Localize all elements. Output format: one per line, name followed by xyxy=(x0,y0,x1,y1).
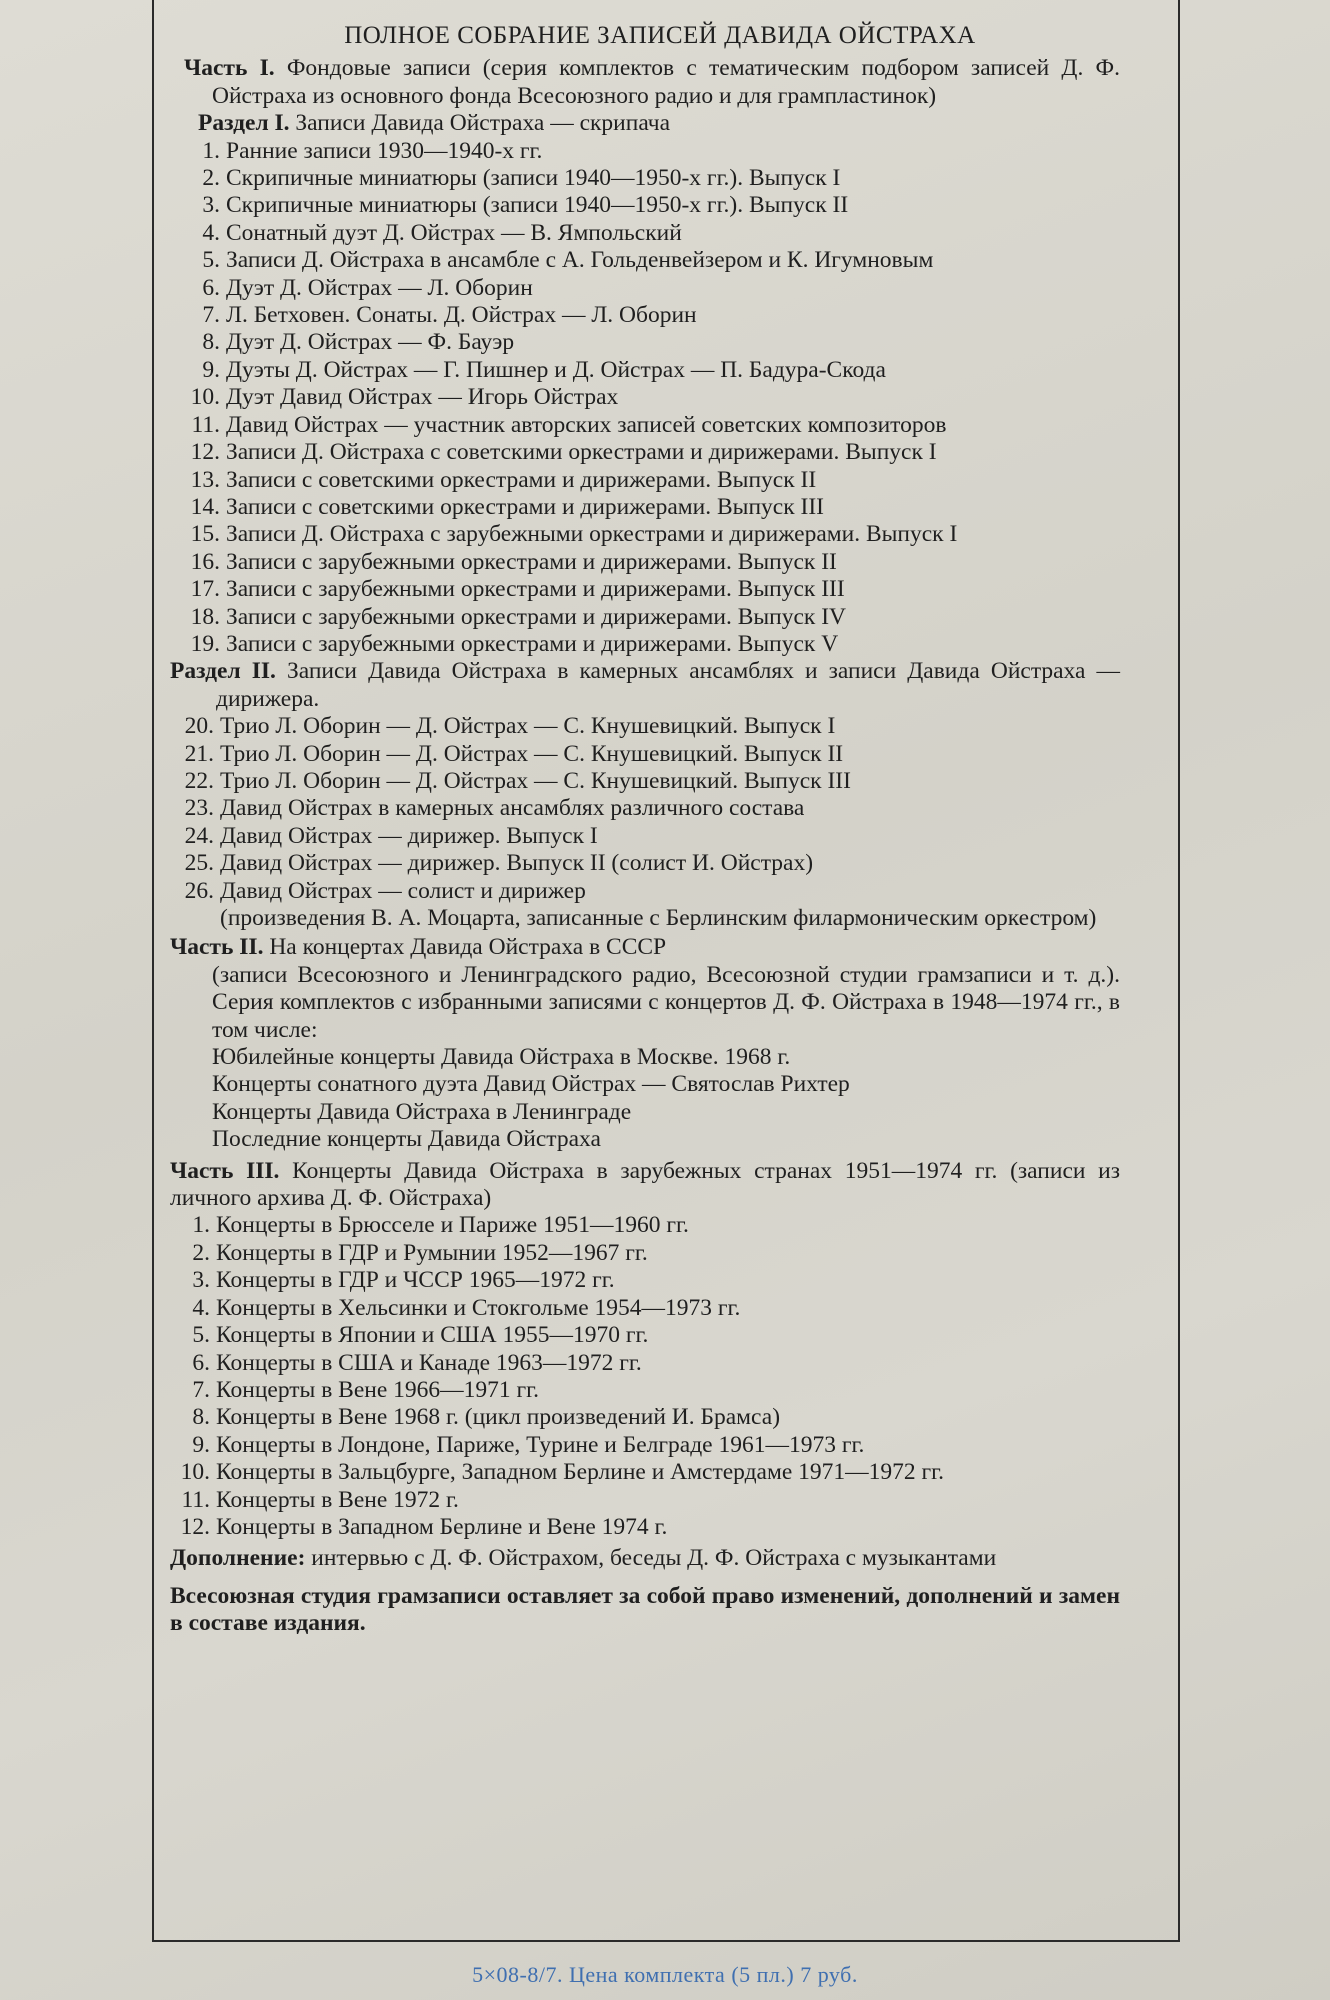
item-number: 11. xyxy=(191,411,220,438)
item-text: Записи с зарубежными оркестрами и дирижерами. Выпуск II xyxy=(226,548,837,575)
list-item xyxy=(170,631,1120,658)
item-text: Записи с советскими оркестрами и дирижерами. Выпуск II xyxy=(226,466,817,493)
list-item xyxy=(170,604,1120,631)
item-number: 1. xyxy=(202,137,220,164)
item-number: 13. xyxy=(190,466,220,493)
item-text: Давид Ойстрах — солист и дирижер xyxy=(220,877,586,904)
list-item xyxy=(170,1240,1120,1267)
item-number: 12. xyxy=(180,1513,210,1540)
part-2-lines xyxy=(170,1044,1120,1154)
item-text: Концерты в Зальцбурге, Западном Берлине и Амстердаме 1971—1972 гг. xyxy=(216,1459,945,1486)
item-text: Записи с зарубежными оркестрами и дирижерами. Выпуск V xyxy=(226,630,839,657)
item-number: 9. xyxy=(202,356,220,383)
list-item xyxy=(170,357,1120,384)
item-number: 6. xyxy=(192,1349,210,1376)
item-number: 11. xyxy=(181,1486,210,1513)
section-2-text: Записи Давида Ойстраха в камерных ансамблях и записи Давида Ойстраха — дирижера. xyxy=(216,658,1121,712)
list-item xyxy=(170,1487,1120,1514)
list-item xyxy=(170,795,1120,822)
list-item xyxy=(170,220,1120,247)
list-item xyxy=(170,823,1120,850)
list-item xyxy=(170,576,1120,603)
item-text: Записи Д. Ойстраха с советскими оркестрами и дирижерами. Выпуск I xyxy=(226,439,937,466)
item-number: 5. xyxy=(192,1322,210,1349)
list-item xyxy=(170,521,1120,548)
part-1-label: Часть I. xyxy=(184,55,275,82)
item-text: Записи Д. Ойстраха в ансамбле с А. Гольденвейзером и К. Игумновым xyxy=(226,247,934,274)
item-text: Трио Л. Оборин — Д. Ойстрах — С. Кнушевицкий. Выпуск I xyxy=(220,713,836,740)
item-number: 24. xyxy=(184,822,214,849)
item-26-note: (произведения В. А. Моцарта, записанные с Берлинским филармоническим оркестром) xyxy=(220,905,1097,931)
list-item xyxy=(170,1322,1120,1349)
item-number: 8. xyxy=(192,1404,210,1431)
addendum-label: Дополнение: xyxy=(170,1545,306,1572)
section-2-heading xyxy=(170,658,1120,713)
item-number: 12. xyxy=(190,439,220,466)
list-item xyxy=(170,138,1120,165)
item-text: Концерты в Брюсселе и Париже 1951—1960 гг. xyxy=(216,1212,689,1239)
concert-series-line: Концерты сонатного дуэта Давид Ойстрах — Святослав Рихтер xyxy=(212,1071,850,1098)
list-item xyxy=(170,275,1120,302)
list-item xyxy=(170,302,1120,329)
item-text: Записи с советскими оркестрами и дирижерами. Выпуск III xyxy=(226,493,824,520)
concert-series-line: Последние концерты Давида Ойстраха xyxy=(212,1126,601,1153)
concert-series-line: Концерты Давида Ойстраха в Ленинграде xyxy=(212,1098,632,1125)
item-number: 3. xyxy=(202,192,220,219)
item-text: Давид Ойстрах — дирижер. Выпуск I xyxy=(220,822,598,849)
item-text: Л. Бетховен. Сонаты. Д. Ойстрах — Л. Оборин xyxy=(226,302,697,329)
list-item xyxy=(170,1295,1120,1322)
item-text: Давид Ойстрах — участник авторских записей советских композиторов xyxy=(226,411,947,438)
section-1-text: Записи Давида Ойстраха — скрипача xyxy=(289,110,671,137)
addendum xyxy=(170,1545,1120,1572)
part-2-description: (записи Всесоюзного и Ленинградского радио, Всесоюзной студии грамзаписи и т. д.). Серия комплектов с избранными записями с концертов Д. Ф. Ойстраха в 1948—1974 гг., в том числе: xyxy=(212,961,1120,1043)
list-item xyxy=(170,1514,1120,1541)
item-text: Дуэт Д. Ойстрах — Ф. Бауэр xyxy=(226,329,515,356)
item-number: 8. xyxy=(202,329,220,356)
part-1-text: Фондовые записи (серия комплектов с тематическим подбором записей Д. Ф. Ойстраха из основного фонда Всесоюзного радио и для грампластинок) xyxy=(212,55,1120,109)
item-text: Сонатный дуэт Д. Ойстрах — В. Ямпольский xyxy=(226,219,682,246)
list-item xyxy=(170,1459,1120,1486)
addendum-text: интервью с Д. Ф. Ойстрахом, беседы Д. Ф. Ойстраха с музыкантами xyxy=(305,1545,997,1572)
list-item xyxy=(170,1377,1120,1404)
item-text: Трио Л. Оборин — Д. Ойстрах — С. Кнушевицкий. Выпуск II xyxy=(220,740,844,767)
item-text: Концерты в Хельсинки и Стокгольме 1954—1973 гг. xyxy=(216,1294,741,1321)
section-2-items xyxy=(170,713,1120,905)
list-item xyxy=(170,713,1120,740)
item-text: Ранние записи 1930—1940-х гг. xyxy=(226,137,543,164)
item-number: 17. xyxy=(190,576,220,603)
list-item xyxy=(170,192,1120,219)
item-number: 20. xyxy=(184,713,214,740)
list-item xyxy=(170,439,1120,466)
item-number: 25. xyxy=(184,850,214,877)
item-number: 9. xyxy=(192,1431,210,1458)
list-item xyxy=(170,384,1120,411)
list-item xyxy=(170,1267,1120,1294)
list-item xyxy=(170,768,1120,795)
part-3-items xyxy=(170,1212,1120,1541)
item-text: Концерты в Лондоне, Париже, Турине и Белграде 1961—1973 гг. xyxy=(216,1431,865,1458)
list-item xyxy=(170,1432,1120,1459)
page-title: ПОЛНОЕ СОБРАНИЕ ЗАПИСЕЙ ДАВИДА ОЙСТРАХА xyxy=(344,22,976,49)
item-text: Концерты в Западном Берлине и Вене 1974 г. xyxy=(216,1513,668,1540)
part-3-label: Часть III. xyxy=(170,1157,280,1184)
item-text: Трио Л. Оборин — Д. Ойстрах — С. Кнушевицкий. Выпуск III xyxy=(220,767,851,794)
item-text: Дуэт Д. Ойстрах — Л. Оборин xyxy=(226,274,533,301)
item-text: Концерты в ГДР и Румынии 1952—1967 гг. xyxy=(216,1239,648,1266)
item-number: 10. xyxy=(180,1459,210,1486)
list-item xyxy=(170,412,1120,439)
section-1-label: Раздел I. xyxy=(198,110,290,137)
list-item xyxy=(170,1404,1120,1431)
item-number: 6. xyxy=(202,274,220,301)
item-text: Записи с зарубежными оркестрами и дирижерами. Выпуск IV xyxy=(226,603,847,630)
item-text: Концерты в Вене 1966—1971 гг. xyxy=(216,1376,540,1403)
list-item xyxy=(170,850,1120,877)
item-text: Дуэт Давид Ойстрах — Игорь Ойстрах xyxy=(226,384,619,411)
item-number: 16. xyxy=(190,548,220,575)
item-number: 14. xyxy=(190,493,220,520)
list-item xyxy=(170,741,1120,768)
part-3 xyxy=(170,1158,1120,1213)
item-text: Концерты в США и Канаде 1963—1972 гг. xyxy=(216,1349,642,1376)
item-number: 18. xyxy=(190,603,220,630)
item-text: Концерты в Японии и США 1955—1970 гг. xyxy=(216,1322,649,1349)
item-number: 22. xyxy=(184,767,214,794)
item-number: 7. xyxy=(202,302,220,329)
item-text: Скрипичные миниатюры (записи 1940—1950-х гг.). Выпуск II xyxy=(226,192,849,219)
item-text: Скрипичные миниатюры (записи 1940—1950-х гг.). Выпуск I xyxy=(226,165,841,192)
list-item xyxy=(170,878,1120,905)
list-item xyxy=(170,1212,1120,1239)
item-number: 10. xyxy=(190,384,220,411)
item-number: 15. xyxy=(190,521,220,548)
concert-series-line: Юбилейные концерты Давида Ойстраха в Москве. 1968 г. xyxy=(212,1044,791,1071)
section-1-heading xyxy=(170,110,1120,137)
item-text: Концерты в ГДР и ЧССР 1965—1972 гг. xyxy=(216,1267,615,1294)
part-2 xyxy=(170,934,1120,961)
list-item xyxy=(170,247,1120,274)
item-number: 7. xyxy=(192,1376,210,1403)
item-number: 19. xyxy=(190,630,220,657)
contents-list xyxy=(170,22,1120,1661)
item-number: 26. xyxy=(184,877,214,904)
list-item xyxy=(170,1350,1120,1377)
item-number: 5. xyxy=(202,247,220,274)
list-item xyxy=(170,549,1120,576)
item-number: 4. xyxy=(192,1294,210,1321)
part-2-text: На концертах Давида Ойстраха в СССР xyxy=(263,934,667,961)
part-1 xyxy=(170,55,1120,110)
item-text: Давид Ойстрах — дирижер. Выпуск II (солист И. Ойстрах) xyxy=(220,850,814,877)
list-item xyxy=(170,165,1120,192)
part-3-text: Концерты Давида Ойстраха в зарубежных странах 1951—1974 гг. (записи из личного архива Д. Ф. Ойстраха) xyxy=(170,1157,1120,1212)
price-footer: 5×08-8/7. Цена комплекта (5 пл.) 7 руб. xyxy=(472,1962,858,1987)
item-text: Концерты в Вене 1972 г. xyxy=(216,1486,459,1513)
section-1-items xyxy=(170,138,1120,659)
item-text: Записи Д. Ойстраха с зарубежными оркестрами и дирижерами. Выпуск I xyxy=(226,521,958,548)
item-text: Давид Ойстрах в камерных ансамблях различного состава xyxy=(220,795,805,822)
item-number: 21. xyxy=(184,740,214,767)
item-text: Записи с зарубежными оркестрами и дирижерами. Выпуск III xyxy=(226,576,845,603)
publisher-notice: Всесоюзная студия грамзаписи оставляет за собой право изменений, дополнений и замен в составе издания. xyxy=(170,1582,1120,1637)
part-2-label: Часть II. xyxy=(170,934,264,961)
item-number: 23. xyxy=(184,795,214,822)
list-item xyxy=(170,329,1120,356)
section-2-label: Раздел II. xyxy=(170,658,276,685)
list-item xyxy=(170,467,1120,494)
item-number: 2. xyxy=(192,1239,210,1266)
item-text: Дуэты Д. Ойстрах — Г. Пишнер и Д. Ойстрах — П. Бадура-Скода xyxy=(226,356,886,383)
item-number: 2. xyxy=(202,165,220,192)
item-number: 4. xyxy=(202,219,220,246)
list-item xyxy=(170,494,1120,521)
item-number: 3. xyxy=(192,1267,210,1294)
item-number: 1. xyxy=(192,1212,210,1239)
item-text: Концерты в Вене 1968 г. (цикл произведений И. Брамса) xyxy=(216,1404,781,1431)
